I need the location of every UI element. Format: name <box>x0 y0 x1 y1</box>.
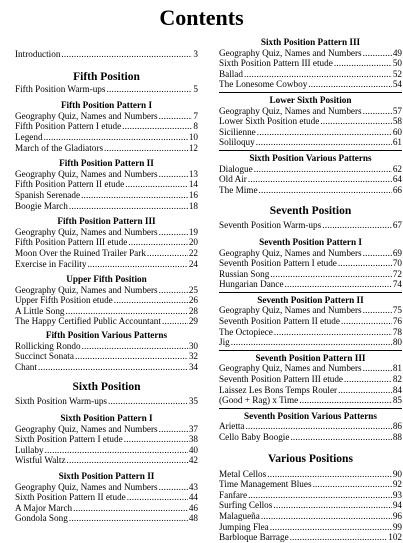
toc-entry[interactable] <box>219 479 402 490</box>
entry-title: Introduction <box>15 49 61 59</box>
entry-title: The Mime <box>219 184 258 195</box>
entry-page: 52 <box>392 68 402 79</box>
dot-leader <box>147 248 188 259</box>
divider <box>219 292 402 293</box>
entry-page: 34 <box>188 361 198 372</box>
entry-title: A Major March <box>15 502 73 513</box>
entry-title: Geography Quiz, Names and Numbers <box>15 110 158 121</box>
dot-leader <box>248 490 392 501</box>
toc-entry[interactable] <box>219 490 402 501</box>
entry-title: Lullaby <box>15 444 44 455</box>
dot-leader <box>73 503 188 514</box>
entry-page: 20 <box>188 237 198 248</box>
entry-page: 76 <box>392 316 402 327</box>
entry-title: (Good + Rag) x Time <box>219 395 299 406</box>
dot-leader <box>285 279 392 290</box>
entry-title: Chant <box>15 361 37 372</box>
entry-title: Exercise in Facility <box>15 258 87 269</box>
toc-entry[interactable] <box>15 295 198 306</box>
dot-leader <box>246 421 392 432</box>
toc-entry[interactable] <box>219 395 402 406</box>
entry-title: Arietta <box>219 421 245 432</box>
section-heading: Sixth Position <box>72 381 141 394</box>
entry-title: The Lonesome Cowboy <box>219 79 308 90</box>
entry-page: 67 <box>392 220 402 231</box>
entry-page: 12 <box>188 142 198 153</box>
entry-page: 7 <box>193 110 198 121</box>
toc-entry[interactable] <box>219 58 402 69</box>
toc-entry[interactable] <box>219 248 402 259</box>
dot-leader <box>231 337 392 348</box>
dot-leader <box>66 306 188 317</box>
entry-title: Boogie March <box>15 200 68 211</box>
entry-title: Old Air <box>219 174 247 185</box>
entry-page: 10 <box>188 131 198 142</box>
entry-page: 48 <box>188 513 198 524</box>
toc-entry[interactable] <box>15 237 198 248</box>
entry-title: Russian Song <box>219 268 270 279</box>
entry-page: 40 <box>188 444 198 455</box>
entry-title: Lower Sixth Position etude <box>219 116 320 127</box>
dot-leader <box>363 106 392 117</box>
entry-page: 24 <box>188 258 198 269</box>
toc-entry[interactable] <box>15 285 198 296</box>
entry-page: 102 <box>388 532 402 543</box>
entry-page: 92 <box>392 479 402 490</box>
divider <box>219 150 402 151</box>
entry-page: 3 <box>193 49 198 59</box>
entry-page: 13 <box>188 168 198 179</box>
entry-page: 14 <box>188 179 198 190</box>
dot-leader <box>299 395 392 406</box>
dot-leader <box>67 455 188 466</box>
dot-leader <box>248 174 392 185</box>
entry-page: 22 <box>188 247 198 258</box>
toc-entry[interactable] <box>219 269 402 280</box>
entry-title: Jig <box>219 337 230 348</box>
entry-title: Succinct Sonata <box>15 351 74 362</box>
entry-title: Geography Quiz, Names and Numbers <box>219 363 362 374</box>
dot-leader <box>320 116 392 127</box>
entry-page: 16 <box>188 189 198 200</box>
entry-title: Geography Quiz, Names and Numbers <box>219 247 362 258</box>
subsection-heading: Sixth Position Pattern III <box>260 37 361 47</box>
entry-title: Barbloque Barrage <box>219 532 289 543</box>
entry-title: Sixth Position Pattern III etude <box>219 58 333 69</box>
dot-leader <box>69 513 188 524</box>
entry-title: Soliloquy <box>219 137 255 148</box>
left-column <box>15 37 198 524</box>
entry-page: 32 <box>188 351 198 362</box>
entry-page: 74 <box>392 279 402 290</box>
dot-leader <box>159 169 188 180</box>
toc-entry[interactable] <box>15 513 198 524</box>
dot-leader <box>290 432 391 443</box>
entry-title: The Octopiece <box>219 326 273 337</box>
entry-page: 93 <box>392 489 402 500</box>
dot-leader <box>159 111 193 122</box>
entry-page: 70 <box>392 258 402 269</box>
toc-entry[interactable] <box>219 363 402 374</box>
dot-leader <box>159 482 188 493</box>
entry-page: 78 <box>392 326 402 337</box>
dot-leader <box>341 316 392 327</box>
toc-entry[interactable] <box>219 469 402 480</box>
dot-leader <box>159 424 188 435</box>
entry-page: 61 <box>392 137 402 148</box>
entry-title: Seventh Position Warm-ups <box>219 220 322 231</box>
dot-leader <box>69 201 188 212</box>
entry-page: 96 <box>392 510 402 521</box>
entry-title: Jumping Flea <box>219 521 269 532</box>
entry-title: Seventh Position Pattern III etude <box>219 374 344 385</box>
entry-page: 42 <box>188 455 198 466</box>
entry-page: 99 <box>392 521 402 532</box>
entry-page: 84 <box>392 384 402 395</box>
toc-entry[interactable] <box>219 185 402 196</box>
entry-title: Laissez Les Bons Temps Rouler <box>219 384 338 395</box>
dot-leader <box>104 143 188 154</box>
dot-leader <box>159 285 188 296</box>
toc-entry[interactable] <box>15 111 198 122</box>
toc-entry[interactable] <box>15 482 198 493</box>
toc-entry[interactable] <box>219 137 402 148</box>
entry-title: Sixth Position Warm-ups <box>15 396 107 407</box>
entry-title: Wistful Waltz <box>15 455 66 466</box>
subsection-heading: Seventh Position Various Patterns <box>244 410 377 421</box>
toc-entry[interactable] <box>219 116 402 127</box>
entry-title: Time Management Blues <box>219 479 312 490</box>
toc-entry[interactable] <box>219 385 402 396</box>
toc-entry[interactable] <box>219 258 402 269</box>
entry-title: Geography Quiz, Names and Numbers <box>219 47 362 58</box>
toc-entry[interactable] <box>15 455 198 466</box>
page-title: Contents <box>159 5 244 30</box>
entry-page: 26 <box>188 295 198 306</box>
dot-leader <box>363 248 392 259</box>
dot-leader <box>334 58 392 69</box>
entry-page: 75 <box>392 305 402 316</box>
toc-entry[interactable] <box>219 432 402 443</box>
toc-entry[interactable] <box>219 69 402 80</box>
toc-entry[interactable] <box>219 127 402 138</box>
dot-leader <box>290 532 388 543</box>
toc-entry[interactable] <box>219 337 402 348</box>
entry-page: 43 <box>188 481 198 492</box>
entry-page: 82 <box>392 374 402 385</box>
toc-entry[interactable] <box>219 164 402 175</box>
entry-title: Fifth Position Warm-ups <box>15 83 106 94</box>
toc-entry[interactable] <box>219 220 402 231</box>
dot-leader <box>270 522 392 533</box>
dot-leader <box>254 164 392 175</box>
toc-entry[interactable] <box>15 316 198 327</box>
toc-entry[interactable] <box>15 503 198 514</box>
entry-page: 72 <box>392 268 402 279</box>
section-heading: Various Positions <box>268 452 353 465</box>
toc-entry[interactable] <box>15 132 198 143</box>
dot-leader <box>261 511 392 522</box>
toc-entry[interactable] <box>15 190 198 201</box>
dot-leader <box>363 305 392 316</box>
toc-entry[interactable] <box>219 327 402 338</box>
entry-title: Seventh Position Pattern II etude <box>219 316 340 327</box>
subsection-heading: Fifth Position Various Patterns <box>45 330 168 341</box>
entry-title: Geography Quiz, Names and Numbers <box>219 105 362 116</box>
toc-entry[interactable] <box>219 48 402 59</box>
entry-page: 66 <box>392 184 402 195</box>
toc-entry[interactable] <box>15 49 198 60</box>
entry-page: 88 <box>392 432 402 442</box>
entry-title: Surfing Cellos <box>219 500 273 511</box>
entry-page: 30 <box>188 340 198 351</box>
dot-leader <box>344 374 392 385</box>
divider <box>219 92 402 93</box>
entry-title: Geography Quiz, Names and Numbers <box>15 284 158 295</box>
entry-title: March of the Gladiators <box>15 142 104 153</box>
entry-page: 57 <box>392 105 402 116</box>
toc-entry[interactable] <box>15 84 198 95</box>
entry-title: Spanish Serenade <box>15 189 81 200</box>
entry-title: Dialogue <box>219 163 253 174</box>
dot-leader <box>338 258 392 269</box>
entry-page: 60 <box>392 126 402 137</box>
dot-leader <box>127 492 188 503</box>
dot-leader <box>308 79 392 90</box>
entry-page: 86 <box>392 421 402 432</box>
subsection-heading: Seventh Position Pattern III <box>255 352 366 363</box>
entry-title: Cello Baby Boogie <box>219 432 290 442</box>
entry-title: Metal Cellos <box>219 468 267 479</box>
entry-page: 8 <box>193 121 198 132</box>
entry-page: 46 <box>188 502 198 513</box>
subsection-heading: Fifth Position Pattern I <box>60 100 153 111</box>
dot-leader <box>363 48 392 59</box>
dot-leader <box>124 434 188 445</box>
entry-page: 50 <box>392 58 402 69</box>
toc-entry[interactable] <box>15 143 198 154</box>
toc-entry[interactable] <box>219 500 402 511</box>
dot-leader <box>82 341 188 352</box>
subsection-heading: Sixth Position Pattern II <box>58 471 155 481</box>
toc-entry[interactable] <box>15 424 198 435</box>
dot-leader <box>322 220 392 231</box>
subsection-heading: Seventh Position Pattern I <box>259 236 362 247</box>
entry-title: Fifth Position Pattern III etude <box>15 237 128 248</box>
dot-leader <box>338 385 392 396</box>
entry-page: 19 <box>188 226 198 237</box>
toc-entry[interactable] <box>219 279 402 290</box>
toc-entry[interactable] <box>219 79 402 90</box>
entry-page: 35 <box>188 396 198 407</box>
entry-title: The Happy Certified Public Accountant <box>15 316 161 327</box>
subsection-heading: Sixth Position Various Patterns <box>249 152 372 163</box>
entry-title: Geography Quiz, Names and Numbers <box>15 481 158 492</box>
toc-entry[interactable] <box>15 121 198 132</box>
toc-entry[interactable] <box>15 396 198 407</box>
toc-entry[interactable] <box>15 169 198 180</box>
toc-entry[interactable] <box>219 522 402 533</box>
entry-title: Gondola Song <box>15 513 68 524</box>
toc-entry[interactable] <box>15 248 198 259</box>
toc-entry[interactable] <box>219 174 402 185</box>
entry-title: Geography Quiz, Names and Numbers <box>15 226 158 237</box>
subsection-heading: Fifth Position Pattern III <box>57 216 156 227</box>
entry-title: Fifth Position Pattern II etude <box>15 179 125 190</box>
dot-leader <box>257 127 392 138</box>
dot-leader <box>273 500 391 511</box>
toc-entry[interactable] <box>15 201 198 212</box>
dot-leader <box>75 351 188 362</box>
dot-leader <box>128 237 188 248</box>
dot-leader <box>38 362 188 373</box>
dot-leader <box>45 445 188 456</box>
entry-title: Rollicking Rondo <box>15 340 81 351</box>
entry-title: Fifth Position Pattern I etude <box>15 121 122 132</box>
entry-title: Malagueña <box>219 510 260 521</box>
dot-leader <box>270 269 392 280</box>
right-column <box>219 37 402 543</box>
divider <box>219 350 402 351</box>
entry-title: Geography Quiz, Names and Numbers <box>219 305 362 316</box>
entry-title: Upper Fifth Position etude <box>15 295 113 306</box>
entry-page: 49 <box>392 47 402 58</box>
toc-entry[interactable] <box>15 362 198 373</box>
entry-title: A Little Song <box>15 305 65 316</box>
dot-leader <box>106 84 192 95</box>
toc-entry[interactable] <box>15 259 198 270</box>
dot-leader <box>256 137 392 148</box>
entry-page: 81 <box>392 363 402 374</box>
dot-leader <box>81 190 188 201</box>
toc-entry[interactable] <box>219 511 402 522</box>
entry-title: Seventh Position Pattern I etude <box>219 258 337 269</box>
dot-leader <box>162 316 188 327</box>
entry-page: 69 <box>392 247 402 258</box>
dot-leader <box>313 479 392 490</box>
entry-page: 25 <box>188 284 198 295</box>
entry-page: 44 <box>188 492 198 503</box>
dot-leader <box>122 121 192 132</box>
dot-leader <box>61 49 192 60</box>
entry-page: 94 <box>392 500 402 511</box>
section-heading: Fifth Position <box>73 70 140 83</box>
toc-entry[interactable] <box>219 106 402 117</box>
entry-title: Sicilienne <box>219 126 256 137</box>
entry-page: 29 <box>188 316 198 327</box>
dot-leader <box>267 469 392 480</box>
toc-entry[interactable] <box>15 434 198 445</box>
entry-page: 85 <box>392 395 402 406</box>
dot-leader <box>114 295 188 306</box>
entry-page: 80 <box>392 337 402 348</box>
toc-entry[interactable] <box>219 421 402 432</box>
divider <box>219 408 402 409</box>
dot-leader <box>108 396 188 407</box>
entry-page: 62 <box>392 163 402 174</box>
entry-title: Hungarian Dance <box>219 279 284 290</box>
dot-leader <box>363 363 392 374</box>
entry-page: 38 <box>188 434 198 445</box>
entry-title: Sixth Position Pattern II etude <box>15 492 126 503</box>
subsection-heading: Lower Sixth Position <box>269 94 352 105</box>
entry-page: 28 <box>188 305 198 316</box>
dot-leader <box>125 179 188 190</box>
toc-entry[interactable] <box>219 316 402 327</box>
subsection-heading: Fifth Position Pattern II <box>59 158 154 169</box>
entry-title: Fanfare <box>219 489 248 500</box>
subsection-heading: Upper Fifth Position <box>66 274 147 285</box>
dot-leader <box>44 132 188 143</box>
toc-entry[interactable] <box>219 305 402 316</box>
toc-entry[interactable] <box>219 532 402 543</box>
dot-leader <box>274 327 392 338</box>
dot-leader <box>87 259 187 270</box>
toc-entry[interactable] <box>219 374 402 385</box>
entry-page: 58 <box>392 116 402 127</box>
toc-entry[interactable] <box>15 227 198 238</box>
dot-leader <box>259 185 392 196</box>
entry-page: 18 <box>188 200 198 211</box>
toc-entry[interactable] <box>15 445 198 456</box>
dot-leader <box>244 69 392 80</box>
entry-title: Moon Over the Ruined Trailer Park <box>15 247 146 258</box>
toc-entry[interactable] <box>15 179 198 190</box>
entry-page: 64 <box>392 174 402 185</box>
toc-entry[interactable] <box>15 492 198 503</box>
entry-title: Sixth Position Pattern I etude <box>15 434 123 445</box>
entry-title: Ballad <box>219 68 243 79</box>
subsection-heading: Sixth Position Pattern I <box>60 413 153 424</box>
entry-page: 37 <box>188 423 198 434</box>
toc-entry[interactable] <box>15 306 198 317</box>
entry-page: 54 <box>392 79 402 90</box>
entry-page: 90 <box>392 468 402 479</box>
toc-entry[interactable] <box>15 351 198 362</box>
entry-title: Geography Quiz, Names and Numbers <box>15 168 158 179</box>
entry-title: Legend <box>15 131 43 142</box>
subsection-heading: Seventh Position Pattern II <box>257 294 364 305</box>
toc-entry[interactable] <box>15 341 198 352</box>
dot-leader <box>159 227 188 238</box>
section-heading: Seventh Position <box>269 205 352 218</box>
entry-page: 5 <box>193 83 198 94</box>
entry-title: Geography Quiz, Names and Numbers <box>15 423 158 434</box>
